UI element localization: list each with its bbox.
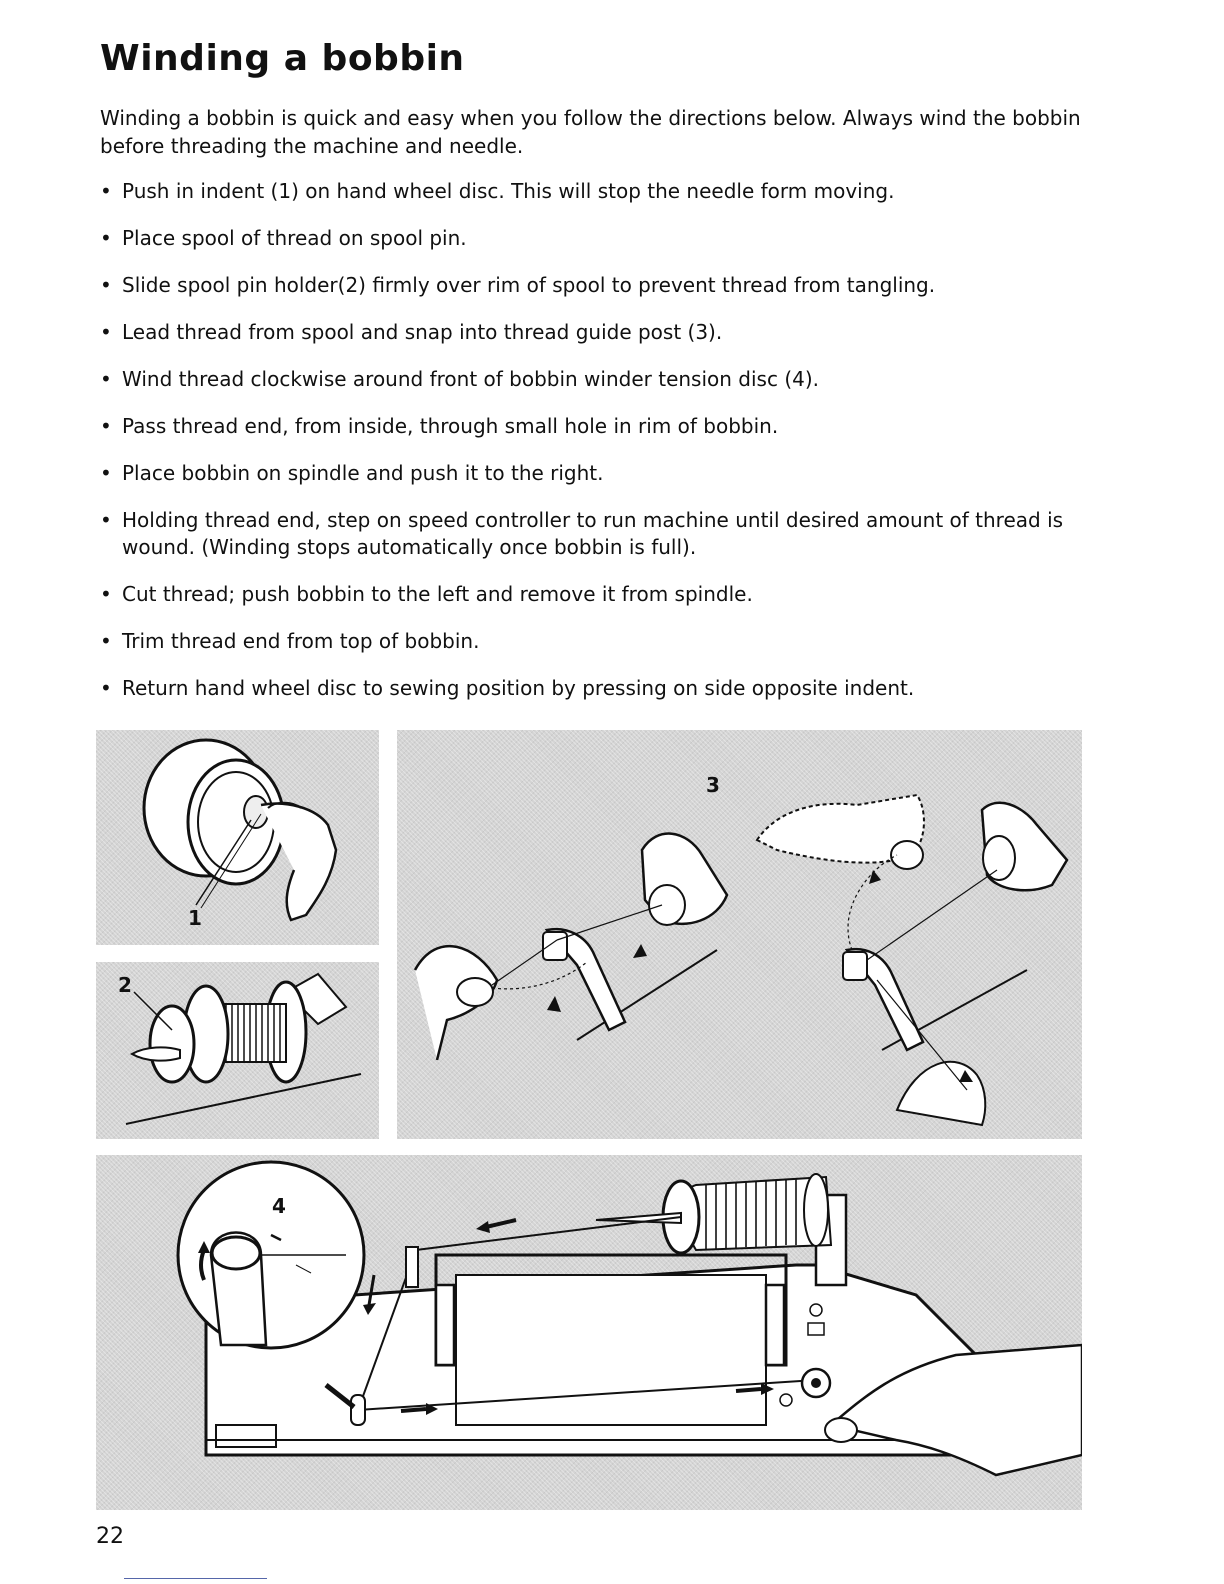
list-item: • Wind thread clockwise around front of bobbin winder tension disc (4). [100,366,1100,393]
thread-guide-illustration [397,730,1082,1139]
intro-paragraph: Winding a bobbin is quick and easy when you follow the directions below. Always wind the bobbin before threading the machine and needle. [100,106,1081,158]
label-thread-guide-post: 3 [706,773,720,797]
list-item: • Place bobbin on spindle and push it to the right. [100,460,1100,487]
list-item: • Slide spool pin holder(2) firmly over rim of spool to prevent thread from tangling. [100,272,1100,299]
instruction-list [100,178,1100,722]
page-number: 22 [96,1524,124,1549]
figure-thread-guide-post [397,730,1082,1139]
spool-illustration [96,962,379,1139]
list-item: • Lead thread from spool and snap into thread guide post (3). [100,319,1100,346]
list-item: • Pass thread end, from inside, through small hole in rim of bobbin. [100,413,1100,440]
label-indent: 1 [188,906,202,930]
machine-illustration [96,1155,1082,1510]
list-item: • Return hand wheel disc to sewing position by pressing on side opposite indent. [100,675,1100,702]
figure-spool-pin-holder [96,962,379,1139]
label-spool-pin-holder: 2 [118,973,132,997]
figure-hand-wheel-indent [96,730,379,945]
list-item: • Place spool of thread on spool pin. [100,225,1100,252]
list-item: • Push in indent (1) on hand wheel disc. This will stop the needle form moving. [100,178,1100,205]
list-item: • Trim thread end from top of bobbin. [100,628,1100,655]
list-item: • Holding thread end, step on speed controller to run machine until desired amount of thread is wound. (Winding stops automatically once bobbin is full). [100,507,1100,561]
hand-wheel-illustration [96,730,379,945]
list-item: • Cut thread; push bobbin to the left and remove it from spindle. [100,581,1100,608]
label-tension-disc: 4 [272,1194,286,1218]
page-title: Winding a bobbin [100,38,465,79]
footer-divider [124,1578,267,1579]
figure-bobbin-winder-machine [96,1155,1082,1510]
